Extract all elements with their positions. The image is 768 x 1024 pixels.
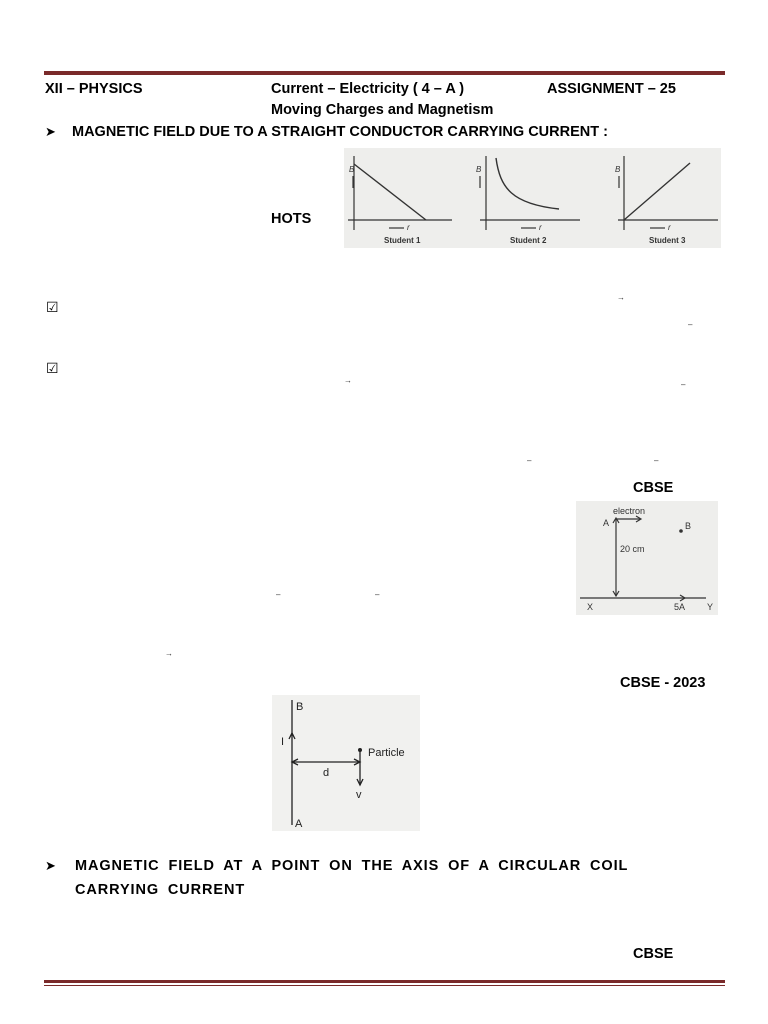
- wire-bottom-label: A: [295, 818, 303, 830]
- top-rule: [44, 71, 725, 75]
- bottom-rule-thin: [44, 985, 725, 986]
- dash-mark: –: [527, 456, 532, 465]
- graph1-x-label: r: [407, 223, 410, 232]
- checkbox-icon-2: ☑: [46, 360, 59, 376]
- particle-wire-figure: [272, 695, 420, 831]
- section2-title-line2: CARRYING CURRENT: [75, 882, 246, 898]
- distance-label: 20 cm: [620, 544, 645, 554]
- subject-label: XII – PHYSICS: [45, 81, 143, 97]
- graph3-y-label: B: [615, 165, 621, 174]
- dash-mark: –: [681, 380, 686, 389]
- graph2-caption: Student 2: [510, 236, 547, 245]
- section2-title-line1: MAGNETIC FIELD AT A POINT ON THE AXIS OF A CIRCULAR COIL: [75, 858, 629, 874]
- y-end-label: Y: [707, 602, 714, 612]
- electron-wire-figure: [576, 501, 718, 615]
- cbse-tag-bottom: CBSE: [633, 946, 674, 962]
- current-i-label: I: [281, 736, 285, 748]
- student-graphs-figure: [344, 148, 721, 248]
- current-label: 5A: [674, 602, 686, 612]
- velocity-v-label: v: [356, 789, 362, 801]
- graph3-x-label: r: [668, 223, 671, 232]
- unit-label: Current – Electricity ( 4 – A ): [271, 81, 465, 97]
- vector-mark: →: [165, 649, 173, 658]
- dash-mark: –: [276, 590, 281, 599]
- particle-label: Particle: [368, 747, 405, 759]
- checkbox-icon-1: ☑: [46, 299, 59, 315]
- topic-label: Moving Charges and Magnetism: [271, 102, 494, 118]
- point-b-label: B: [685, 521, 692, 531]
- cbse-2023-tag: CBSE - 2023: [620, 675, 706, 691]
- x-end-label: X: [587, 602, 594, 612]
- vector-mark: →: [617, 293, 625, 302]
- vector-mark: →: [344, 376, 352, 385]
- graph3-caption: Student 3: [649, 236, 686, 245]
- hots-label: HOTS: [271, 211, 312, 227]
- dash-mark: –: [375, 590, 380, 599]
- electron-label: electron: [613, 506, 646, 516]
- section2-bullet-icon: ➤: [45, 858, 56, 873]
- bottom-rule: [44, 980, 725, 983]
- distance-d-label: d: [323, 767, 330, 779]
- assignment-label: ASSIGNMENT – 25: [547, 81, 676, 97]
- graph1-y-label: B: [349, 165, 355, 174]
- wire-top-label: B: [296, 701, 304, 713]
- graph2-x-label: r: [539, 223, 542, 232]
- section1-title: MAGNETIC FIELD DUE TO A STRAIGHT CONDUCTOR CARRYING CURRENT :: [72, 124, 608, 140]
- point-a-label: A: [603, 518, 610, 528]
- graph1-caption: Student 1: [384, 236, 421, 245]
- section1-bullet-icon: ➤: [45, 124, 56, 139]
- dash-mark: –: [688, 320, 693, 329]
- cbse-tag: CBSE: [633, 480, 674, 496]
- graph2-y-label: B: [476, 165, 482, 174]
- dash-mark: –: [654, 456, 659, 465]
